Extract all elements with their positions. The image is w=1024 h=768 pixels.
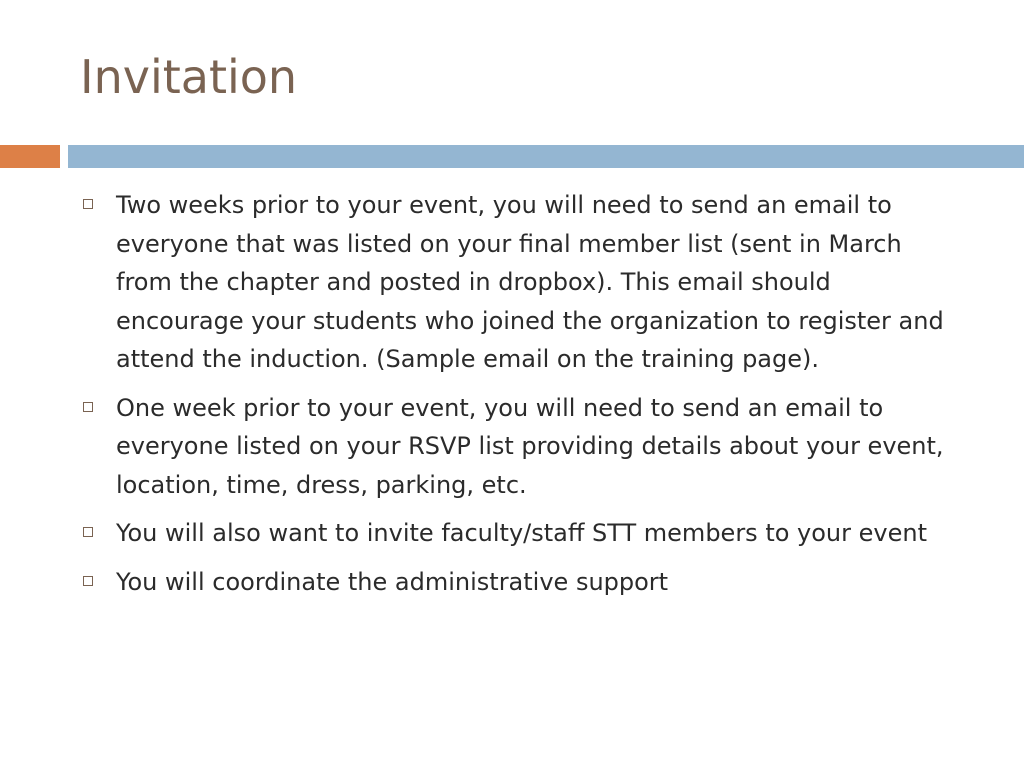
slide-title: Invitation [80,50,298,104]
hollow-square-icon [83,199,93,209]
bullet-text: You will coordinate the administrative support [116,567,669,596]
accent-bar-blue [68,145,1024,168]
hollow-square-icon [83,527,93,537]
bullet-item [80,514,960,553]
bullet-text: Two weeks prior to your event, you will need to send an email to everyone that was listed on your final member list (sent in March from the chapter and posted in dropbox). This email should encourage your students who joined the organization to register and attend the induction. (Sample email on the training page). [116,191,944,373]
hollow-square-icon [83,576,93,586]
bullet-list [80,186,960,611]
bullet-item [80,389,960,505]
bullet-text: One week prior to your event, you will need to send an email to everyone listed on your RSVP list providing details about your event, location, time, dress, parking, etc. [116,393,944,499]
bullet-item [80,186,960,379]
accent-bar-orange [0,145,60,168]
bullet-item [80,563,960,602]
hollow-square-icon [83,402,93,412]
bullet-text: You will also want to invite faculty/staff STT members to your event [116,519,927,547]
